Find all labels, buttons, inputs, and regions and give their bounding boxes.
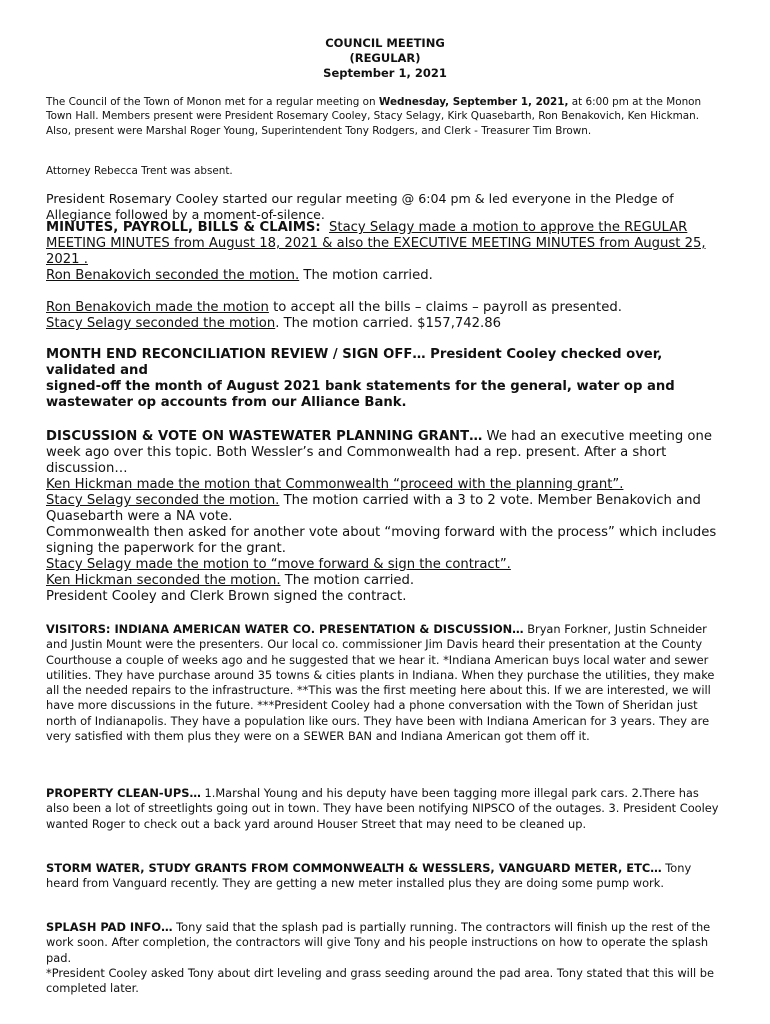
header-title: COUNCIL MEETING: [325, 36, 445, 50]
grant-heading: DISCUSSION & VOTE ON WASTEWATER PLANNING GRANT…: [46, 429, 483, 444]
grant-section: [46, 429, 722, 605]
minutes-motion: Stacy Selagy made a motion to approve the REGULAR MEETING MINUTES from August 18, 2021 & also the EXECUTIVE MEETING MINUTES from August 25, 2021 .: [46, 220, 706, 267]
minutes-second: Ron Benakovich seconded the motion.: [46, 268, 300, 283]
intro-paragraph: [46, 95, 722, 138]
storm-section: [46, 861, 722, 892]
reconciliation-text2: signed-off the month of August 2021 bank statements for the general, water op and wastewater op accounts from our Alliance Bank.: [46, 379, 675, 410]
intro-text: The Council of the Town of Monon met for a regular meeting on: [46, 96, 379, 108]
storm-heading: STORM WATER, STUDY GRANTS FROM COMMONWEALTH & WESSLERS, VANGUARD METER, ETC…: [46, 861, 662, 875]
visitors-section: [46, 622, 722, 744]
meeting-header: [0, 36, 770, 81]
pledge-paragraph: President Rosemary Cooley started our regular meeting @ 6:04 pm & led everyone in the Pledge of Allegiance followed by a moment-of-silence.: [46, 191, 674, 222]
storm-text: Tony heard from Vanguard recently. They are getting a new meter installed plus they are doing some pump work.: [46, 861, 692, 891]
header-date: September 1, 2021: [323, 66, 447, 80]
bills-section: [46, 300, 722, 332]
splash-text2: *President Cooley asked Tony about dirt leveling and grass seeding around the pad area. Tony stated that this will be completed later.: [46, 965, 715, 996]
cleanup-text: 1.Marshal Young and his deputy have been tagging more illegal park cars. 2.There has also been a lot of streetlights going out in town. They have been notifying NIPSCO of the outages. 3. President Cooley wanted Roger to check out a back yard around Houser Street that may need to be cleaned up.: [46, 786, 719, 831]
bills-carried: . The motion carried. $157,742.86: [275, 316, 502, 331]
grant-motion1: Ken Hickman made the motion that Commonwealth “proceed with the planning grant”.: [46, 477, 624, 492]
cleanup-heading: PROPERTY CLEAN-UPS…: [46, 786, 201, 800]
visitors-heading: VISITORS: INDIANA AMERICAN WATER CO. PRESENTATION & DISCUSSION…: [46, 622, 524, 636]
cleanup-section: [46, 786, 722, 832]
splash-text: Tony said that the splash pad is partially running. The contractors will finish up the rest of the work soon. After completion, the contractors will give Tony and his people instructions on how to operate the splash pad.: [46, 920, 711, 965]
grant-intro: We had an executive meeting one week ago over this topic. Both Wessler’s and Commonwealth had a rep. present. After a short discussion…: [46, 429, 712, 476]
intro-members: at 6:00 pm at the Monon Town Hall. Members present were President Rosemary Cooley, Stacy Selagy, Kirk Quasebarth, Ron Benakovich, Ken Hickman. Also, present were Marshal Roger Young, Superintendent Tony Rodgers, and Clerk - Treasurer Tim Brown.: [46, 96, 702, 137]
attorney-paragraph: Attorney Rebecca Trent was absent.: [46, 165, 233, 177]
splash-section: [46, 920, 722, 996]
splash-heading: SPLASH PAD INFO…: [46, 920, 173, 934]
grant-second-vote: Commonwealth then asked for another vote about “moving forward with the process” which includes signing the paperwork for the grant.: [46, 525, 717, 556]
minutes-carried: The motion carried.: [299, 268, 433, 283]
visitors-text: Bryan Forkner, Justin Schneider and Justin Mount were the presenters. Our local co. commissioner Jim Davis heard their presentation at the County Courthouse a couple of weeks ago and he suggested that we hear it. *Indiana American buys local water and sewer utilities. They have purchase around 35 towns & cities plants in Indiana. When they purchase the utilities, they make all the needed repairs to the infrastructure. **This was the first meeting here about this. If we are interested, we will have more discussions in the future. ***President Cooley had a phone conversation with the Town of Sheridan just north of Indianapolis. They have a population like ours. They have been with Indiana American for 3 years. They are very satisfied with them plus they were on a SEWER BAN and Indiana American got them off it.: [46, 622, 715, 744]
minutes-section: [46, 220, 722, 284]
bills-motion: Ron Benakovich made the motion: [46, 300, 269, 315]
grant-second1: Stacy Selagy seconded the motion.: [46, 493, 280, 508]
minutes-heading: MINUTES, PAYROLL, BILLS & CLAIMS:: [46, 220, 321, 235]
grant-second2: Ken Hickman seconded the motion.: [46, 573, 281, 588]
reconciliation-section: [46, 347, 722, 411]
meeting-date: Wednesday, September 1, 2021,: [378, 96, 569, 108]
bills-second: Stacy Selagy seconded the motion: [46, 316, 276, 331]
grant-carried1: The motion carried with a 3 to 2 vote. Member Benakovich and Quasebarth were a NA vote.: [46, 493, 701, 524]
grant-carried2: The motion carried.: [280, 573, 415, 588]
grant-motion2: Stacy Selagy made the motion to “move forward & sign the contract”.: [46, 557, 511, 572]
header-subtitle: (REGULAR): [349, 51, 421, 65]
bills-motion-rest: to accept all the bills – claims – payroll as presented.: [268, 300, 622, 315]
grant-signed: President Cooley and Clerk Brown signed the contract.: [46, 589, 407, 604]
reconciliation-text: MONTH END RECONCILIATION REVIEW / SIGN OFF… President Cooley checked over, validated and: [46, 347, 663, 378]
